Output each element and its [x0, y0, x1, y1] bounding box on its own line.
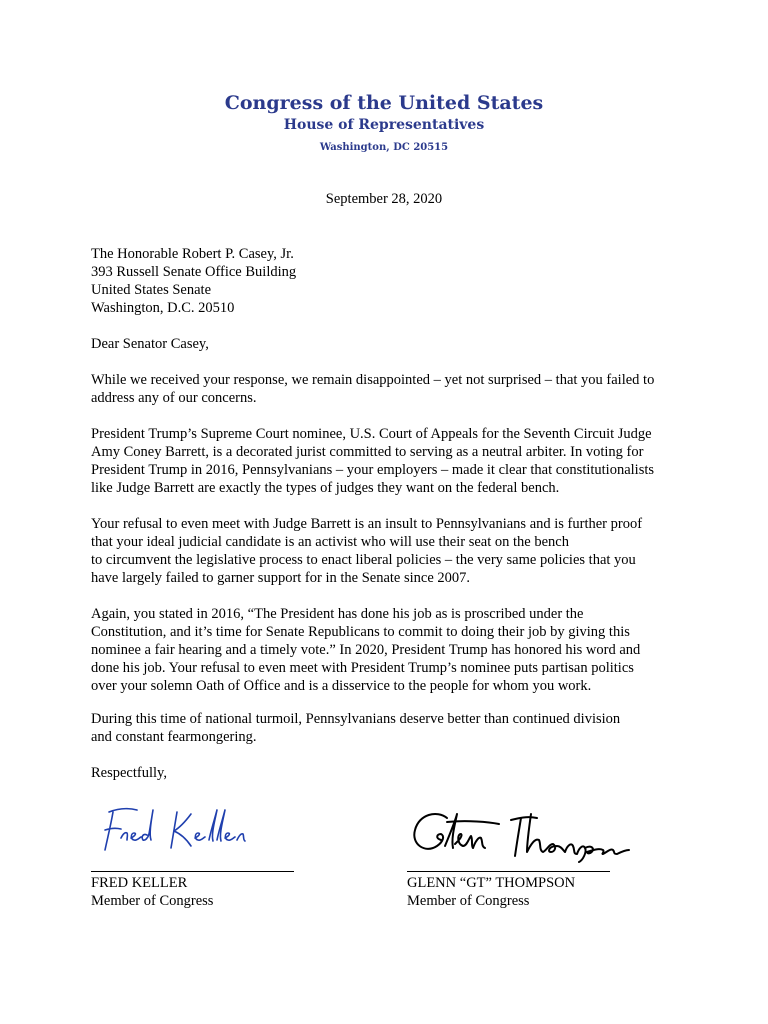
recipient-line: United States Senate	[91, 282, 212, 298]
body-paragraph-3	[91, 515, 691, 587]
paragraph-line: and constant fearmongering.	[91, 729, 257, 745]
closing: Respectfully,	[91, 765, 167, 781]
paragraph-line: President Trump’s Supreme Court nominee, U.S. Court of Appeals for the Seventh Circuit Judge	[91, 426, 652, 442]
paragraph-line: done his job. Your refusal to even meet with President Trump’s nominee puts partisan politics	[91, 660, 634, 676]
recipient-line: Washington, D.C. 20510	[91, 300, 235, 316]
paragraph-line: President Trump in 2016, Pennsylvanians – your employers – made it clear that constitutionalists	[91, 462, 655, 478]
recipient-line: The Honorable Robert P. Casey, Jr.	[91, 246, 294, 262]
paragraph-line: like Judge Barrett are exactly the types of judges they want on the federal bench.	[91, 480, 560, 496]
letter-date: September 28, 2020	[325, 191, 443, 207]
body-paragraph-5	[91, 710, 691, 746]
paragraph-line: Your refusal to even meet with Judge Barrett is an insult to Pennsylvanians and is further proof	[91, 516, 643, 532]
signature-block-keller	[91, 800, 331, 910]
paragraph-line: Amy Coney Barrett, is a decorated jurist committed to serving as a neutral arbiter. In voting for	[91, 444, 644, 460]
signature-keller	[91, 800, 261, 860]
paragraph-line: While we received your response, we remain disappointed – yet not surprised – that you failed to	[91, 372, 655, 388]
signature-line	[91, 871, 294, 872]
signer-name: GLENN “GT” THOMPSON	[407, 875, 576, 891]
signer-title: Member of Congress	[407, 893, 530, 909]
signature-block-thompson	[407, 800, 647, 910]
letterhead-house: House of Representatives	[283, 117, 485, 133]
paragraph-line: over your solemn Oath of Office and is a disservice to the people for whom you work.	[91, 678, 592, 694]
signer-name: FRED KELLER	[91, 875, 188, 891]
recipient-address	[91, 245, 691, 317]
paragraph-line: to circumvent the legislative process to enact liberal policies – the very same policies that you	[91, 552, 636, 568]
body-paragraph-2	[91, 425, 691, 497]
body-paragraph-1	[91, 371, 691, 407]
paragraph-line: Constitution, and it’s time for Senate Republicans to commit to doing their job by giving this	[91, 624, 630, 640]
letterhead-congress: Congress of the United States	[224, 92, 544, 114]
signature-thompson	[407, 800, 637, 866]
salutation: Dear Senator Casey,	[91, 336, 209, 352]
letterhead-address: Washington, DC 20515	[319, 142, 449, 153]
paragraph-line: that your ideal judicial candidate is an activist who will use their seat on the bench	[91, 534, 569, 550]
signature-line	[407, 871, 610, 872]
paragraph-line: have largely failed to garner support for in the Senate since 2007.	[91, 570, 471, 586]
signer-title: Member of Congress	[91, 893, 214, 909]
paragraph-line: nominee a fair hearing and a timely vote.” In 2020, President Trump has honored his word and	[91, 642, 641, 658]
recipient-line: 393 Russell Senate Office Building	[91, 264, 297, 280]
paragraph-line: During this time of national turmoil, Pennsylvanians deserve better than continued division	[91, 711, 621, 727]
paragraph-line: address any of our concerns.	[91, 390, 257, 406]
paragraph-line: Again, you stated in 2016, “The President has done his job as is proscribed under the	[91, 606, 584, 622]
body-paragraph-4	[91, 605, 691, 695]
